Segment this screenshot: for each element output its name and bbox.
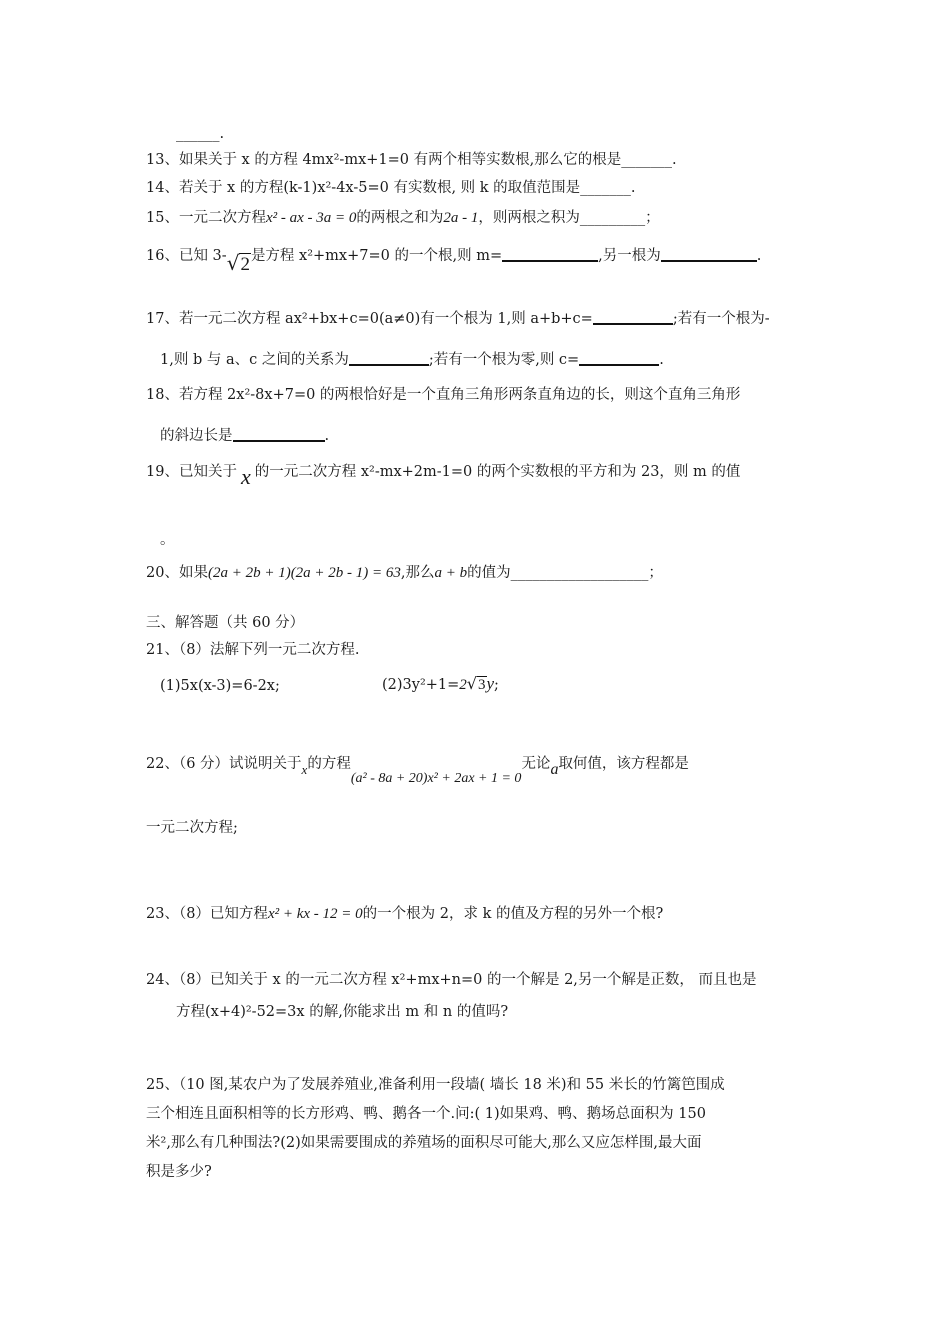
q22-text-a: 22、（6 分）试说明关于 [146, 756, 302, 772]
question-25-line-2: 三个相连且面积相等的长方形鸡、鸭、鹅各一个.问:( 1)如果鸡、鸭、鹅场总面积为 150 [146, 1106, 706, 1122]
q15-text-b: 的两根之和为 [356, 210, 444, 226]
q20-equation: (2a + 2b + 1)(2a + 2b - 1) = 63 [207, 565, 401, 581]
question-24-line-2: 方程(x+4)²-52=3x 的解,你能求出 m 和 n 的值吗? [176, 1004, 509, 1020]
q20-text-a: 20、如果 [146, 565, 208, 581]
q17-blank-c[interactable] [579, 350, 659, 366]
question-21: 21、（8）法解下列一元二次方程. [146, 642, 360, 658]
q18-text-b: 的斜边长是 [160, 428, 233, 444]
question-25-line-4: 积是多少? [146, 1164, 212, 1180]
question-18-line-1: 18、若方程 2x²-8x+7=0 的两根恰好是一个直角三角形两条直角边的长，则这个直角三角形 [146, 387, 741, 403]
q15-text-c: ，则两根之积为_________； [478, 210, 660, 226]
question-22-line-1 [146, 754, 689, 789]
q21-p2-variable-y: y [486, 674, 495, 693]
question-25-line-3: 米²,那么有几种围法?(2)如果需要围成的养殖场的面积尽可能大,那么又应怎样围,最大面 [146, 1135, 702, 1151]
q22-text-c: 无论 [521, 756, 551, 772]
q22-variable-x: x [301, 762, 308, 777]
q22-text-b: 的方程 [307, 756, 351, 772]
q17-text-d: ;若有一个根为零,则 c= [428, 352, 580, 368]
q20-expression: a + b [434, 565, 468, 581]
q16-text-b: 是方程 x²+mx+7=0 的一个根,则 m= [250, 248, 503, 264]
question-22-line-2: 一元二次方程; [146, 820, 238, 836]
q17-text-c: 1,则 b 与 a、c 之间的关系为 [160, 352, 349, 368]
question-17-line-1 [146, 309, 770, 329]
q17-blank-sum[interactable] [593, 309, 673, 325]
question-19-line-1 [146, 462, 740, 487]
q21-p2-text-b: ; [494, 677, 499, 693]
q16-blank-other-root[interactable] [661, 246, 757, 262]
q23-text-b: 的一个根为 2，求 k 的值及方程的另外一个根? [362, 906, 664, 922]
q23-equation: x² + kx - 12 = 0 [267, 906, 363, 922]
q15-text-a: 15、一元二次方程 [146, 210, 266, 226]
q23-text-a: 23、（8）已知方程 [146, 906, 268, 922]
section-3-heading: 三、解答题（共 60 分） [146, 615, 305, 631]
q22-text-d: 取何值，该方程都是 [558, 756, 689, 772]
blank-line-continuation: ______. [176, 126, 225, 142]
sqrt-three: √3 [466, 674, 486, 693]
sqrt-two: √2 [226, 251, 250, 275]
question-13: 13、如果关于 x 的方程 4mx²-mx+1=0 有两个相等实数根,那么它的根是_______. [146, 152, 677, 168]
q21-p2-coefficient: 2 [459, 677, 467, 693]
q22-equation: (a² - 8a + 20)x² + 2ax + 1 = 0 [350, 771, 522, 786]
q17-text-b: ;若有一个根为- [672, 311, 770, 327]
q19-text-a: 19、已知关于 [146, 464, 237, 480]
question-20 [146, 563, 663, 583]
q19-variable-x: x [240, 464, 251, 489]
q17-text-e: . [659, 352, 664, 368]
q16-text-d: . [756, 248, 762, 264]
q15-equation: x² - ax - 3a = 0 [265, 210, 357, 226]
q17-blank-relation[interactable] [349, 350, 429, 366]
question-17-line-2 [160, 350, 664, 370]
question-21-part-1: (1)5x(x-3)=6-2x; [160, 678, 280, 694]
q21-p2-text-a: (2)3y²+1= [382, 677, 460, 693]
q15-sum-expression: 2a - 1 [443, 210, 479, 226]
q20-text-c: 的值为___________________； [467, 565, 663, 581]
question-21-part-2 [382, 674, 499, 695]
q19-text-b: 的一元二次方程 x²-mx+2m-1=0 的两个实数根的平方和为 23，则 m 的值 [254, 464, 741, 480]
question-25-line-1: 25、（10 图,某农户为了发展养殖业,准备利用一段墙( 墙长 18 米)和 55 米长的竹篱笆围成 [146, 1077, 725, 1093]
q18-text-c: . [324, 428, 330, 444]
question-24-line-1: 24、（8）已知关于 x 的一元二次方程 x²+mx+n=0 的一个解是 2,另一个解是正数， 而且也是 [146, 972, 757, 988]
q16-blank-m[interactable] [502, 246, 598, 262]
q22-variable-a: a [550, 761, 559, 778]
question-23 [146, 904, 663, 924]
q16-text-a: 16、已知 3- [146, 248, 227, 264]
q20-text-b: ,那么 [400, 565, 435, 581]
q17-text-a: 17、若一元二次方程 ax²+bx+c=0(a≠0)有一个根为 1,则 a+b+c= [146, 311, 593, 327]
question-19-end: 。 [160, 532, 175, 548]
question-16 [146, 246, 761, 276]
question-18-line-2 [160, 426, 329, 446]
question-14: 14、若关于 x 的方程(k-1)x²-4x-5=0 有实数根, 则 k 的取值范围是_______. [146, 180, 636, 196]
q16-text-c: ,另一根为 [598, 248, 661, 264]
question-15 [146, 208, 660, 228]
q18-blank-hypotenuse[interactable] [233, 426, 325, 442]
